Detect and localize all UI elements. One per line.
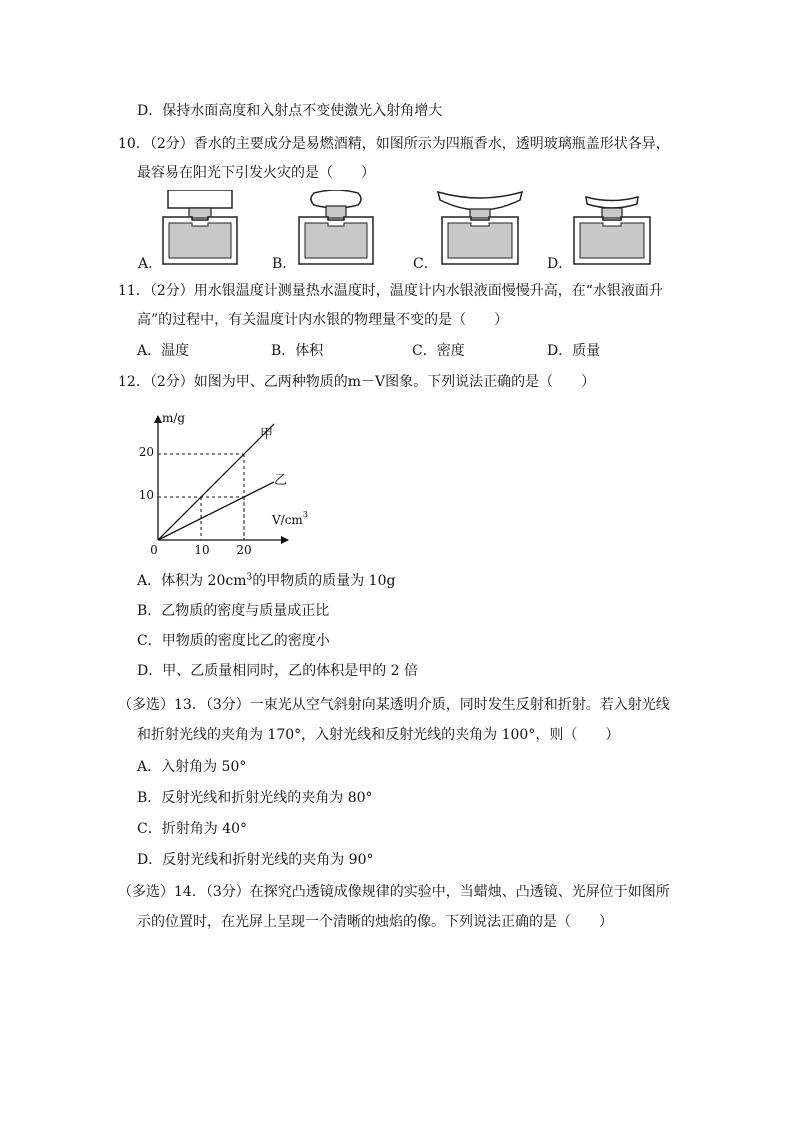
q12-option-d: D．甲、乙质量相同时，乙的体积是甲的 2 倍 xyxy=(137,663,419,679)
q14-stem-line1: （多选）14．（3分）在探究凸透镜成像规律的实验中，当蜡烛、凸透镜、光屏位于如图所 xyxy=(118,884,670,900)
q12-option-c: C．甲物质的密度比乙的密度小 xyxy=(137,633,330,649)
bottle-c-label: C． xyxy=(413,256,438,272)
bottle-a-figure xyxy=(162,190,240,266)
q13-stem-line1: （多选）13．（3分）一束光从空气斜射向某透明介质，同时发生反射和折射。若入射光线 xyxy=(118,697,670,713)
q13-option-b: B．反射光线和折射光线的夹角为 80° xyxy=(137,790,373,806)
q11-option-b: B．体积 xyxy=(271,343,324,359)
q13-option-a: A．入射角为 50° xyxy=(137,759,247,775)
q13-option-d: D．反射光线和折射光线的夹角为 90° xyxy=(137,852,374,868)
q11-option-d: D．质量 xyxy=(547,343,601,359)
y-axis-label: m/g xyxy=(162,411,186,425)
q12-stem: 12．（2分）如图为甲、乙两种物质的m－V图象。下列说法正确的是（ ） xyxy=(118,374,596,390)
q10-stem-line1: 10．（2分）香水的主要成分是易燃酒精，如图所示为四瓶香水，透明玻璃瓶盖形状各异， xyxy=(118,136,670,152)
graph-series xyxy=(158,424,274,540)
bottle-b-label: B． xyxy=(272,256,297,272)
series-jia-label: 甲 xyxy=(260,427,274,442)
q11-stem-line1: 11．（2分）用水银温度计测量热水温度时，温度计内水银液面慢慢升高，在“水银液面升 xyxy=(118,283,663,299)
bottle-c-figure xyxy=(436,190,524,266)
bottle-b-figure xyxy=(298,190,376,266)
q13-option-c: C．折射角为 40° xyxy=(137,821,247,837)
series-yi-label: 乙 xyxy=(274,473,288,488)
y-tick-label-10: 10 xyxy=(138,488,154,502)
q13-stem-line2: 和折射光线的夹角为 170°，入射光线和反射光线的夹角为 100°，则（ ） xyxy=(137,727,620,743)
q11-option-c: C．密度 xyxy=(412,343,465,359)
mv-graph xyxy=(130,408,320,558)
bottle-d-figure xyxy=(572,190,652,266)
q12-option-b: B．乙物质的密度与质量成正比 xyxy=(137,603,330,619)
series-jia-line xyxy=(158,424,274,540)
origin-label: 0 xyxy=(150,543,158,557)
x-axis-label: $V/cm^3$ xyxy=(272,510,308,527)
y-tick-label-20: 20 xyxy=(138,445,154,459)
series-yi-line xyxy=(158,482,274,540)
q11-option-a: A．温度 xyxy=(137,343,190,359)
bottle-a-label: A． xyxy=(138,256,163,272)
bottle-d-label: D． xyxy=(547,256,573,272)
q9-option-d: D．保持水面高度和入射点不变使激光入射角增大 xyxy=(137,103,443,119)
q10-stem-line2: 最容易在阳光下引发火灾的是（ ） xyxy=(137,165,375,181)
x-tick-label-10: 10 xyxy=(194,543,210,557)
q14-stem-line2: 示的位置时，在光屏上呈现一个清晰的烛焰的像。下列说法正确的是（ ） xyxy=(137,914,613,930)
q12-option-a: A．体积为 $20cm^3$的甲物质的质量为 10g xyxy=(137,572,396,589)
q11-stem-line2: 高”的过程中，有关温度计内水银的物理量不变的是（ ） xyxy=(137,312,509,328)
x-tick-label-20: 20 xyxy=(236,543,252,557)
